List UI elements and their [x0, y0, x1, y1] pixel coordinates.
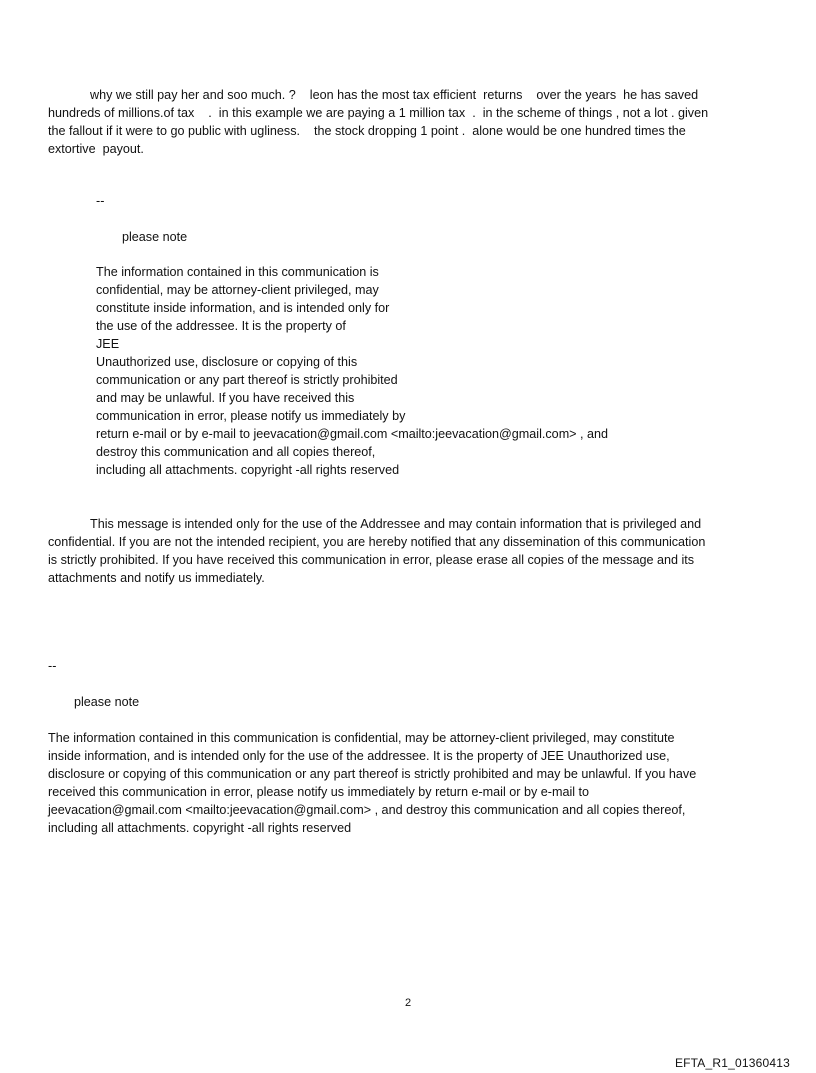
signature-disclaimer: The information contained in this communication is confidential, may be attorney-client privileged, may constitute inside information, and is intended only for the use of the addressee. It is the property of JEE Unauthorized use, disclosure or copying of this communication or any part thereof is strictly prohibited and may be unlawful. If you have received this communication in error, please notify us immediately by return e-mail or by e-mail to jeevacation@gmail.com <mailto:jeevacation@gmail.com> , and destroy this communication and all copies thereof, including all attachments. copyright -all rights reserved [48, 731, 697, 835]
document-id: EFTA_R1_01360413 [674, 1056, 790, 1070]
signature-disclaimer: The information contained in this communication is confidential, may be attorney-client privileged, may constitute inside information, and is intended only for the use of the addressee. It is the property of JEE Unauthorized use, disclosure or copying of this communication or any part thereof is strictly prohibited and may be unlawful. If you have received this communication in error, please notify us immediately by return e-mail or by e-mail to jeevacation@gmail.com <mailto:jeevacation@gmail.com> , and destroy this communication and all copies thereof, including all attachments. copyright -all rights reserved [96, 265, 609, 477]
signature-separator: -- [96, 194, 105, 208]
opening-paragraph: why we still pay her and soo much. ? leon has the most tax efficient returns over the years he has saved hundreds of millions.of tax . in this example we are paying a 1 million tax . in the scheme of things , not a lot . given the fallout if it were to go public with ugliness. the stock dropping 1 point . alone would be one hundred times the extortive payout. [48, 88, 709, 156]
signature-separator: -- [48, 659, 57, 673]
confidentiality-notice: This message is intended only for the use of the Addressee and may contain information that is privileged and confidential. If you are not the intended recipient, you are hereby notified that any dissemination of this communication is strictly prohibited. If you have received this communication in error, please erase all copies of the message and its attachments and notify us immediately. [48, 517, 706, 585]
please-note-label: please note [122, 230, 188, 244]
page-number: 2 [404, 997, 412, 1009]
please-note-label: please note [74, 695, 140, 709]
